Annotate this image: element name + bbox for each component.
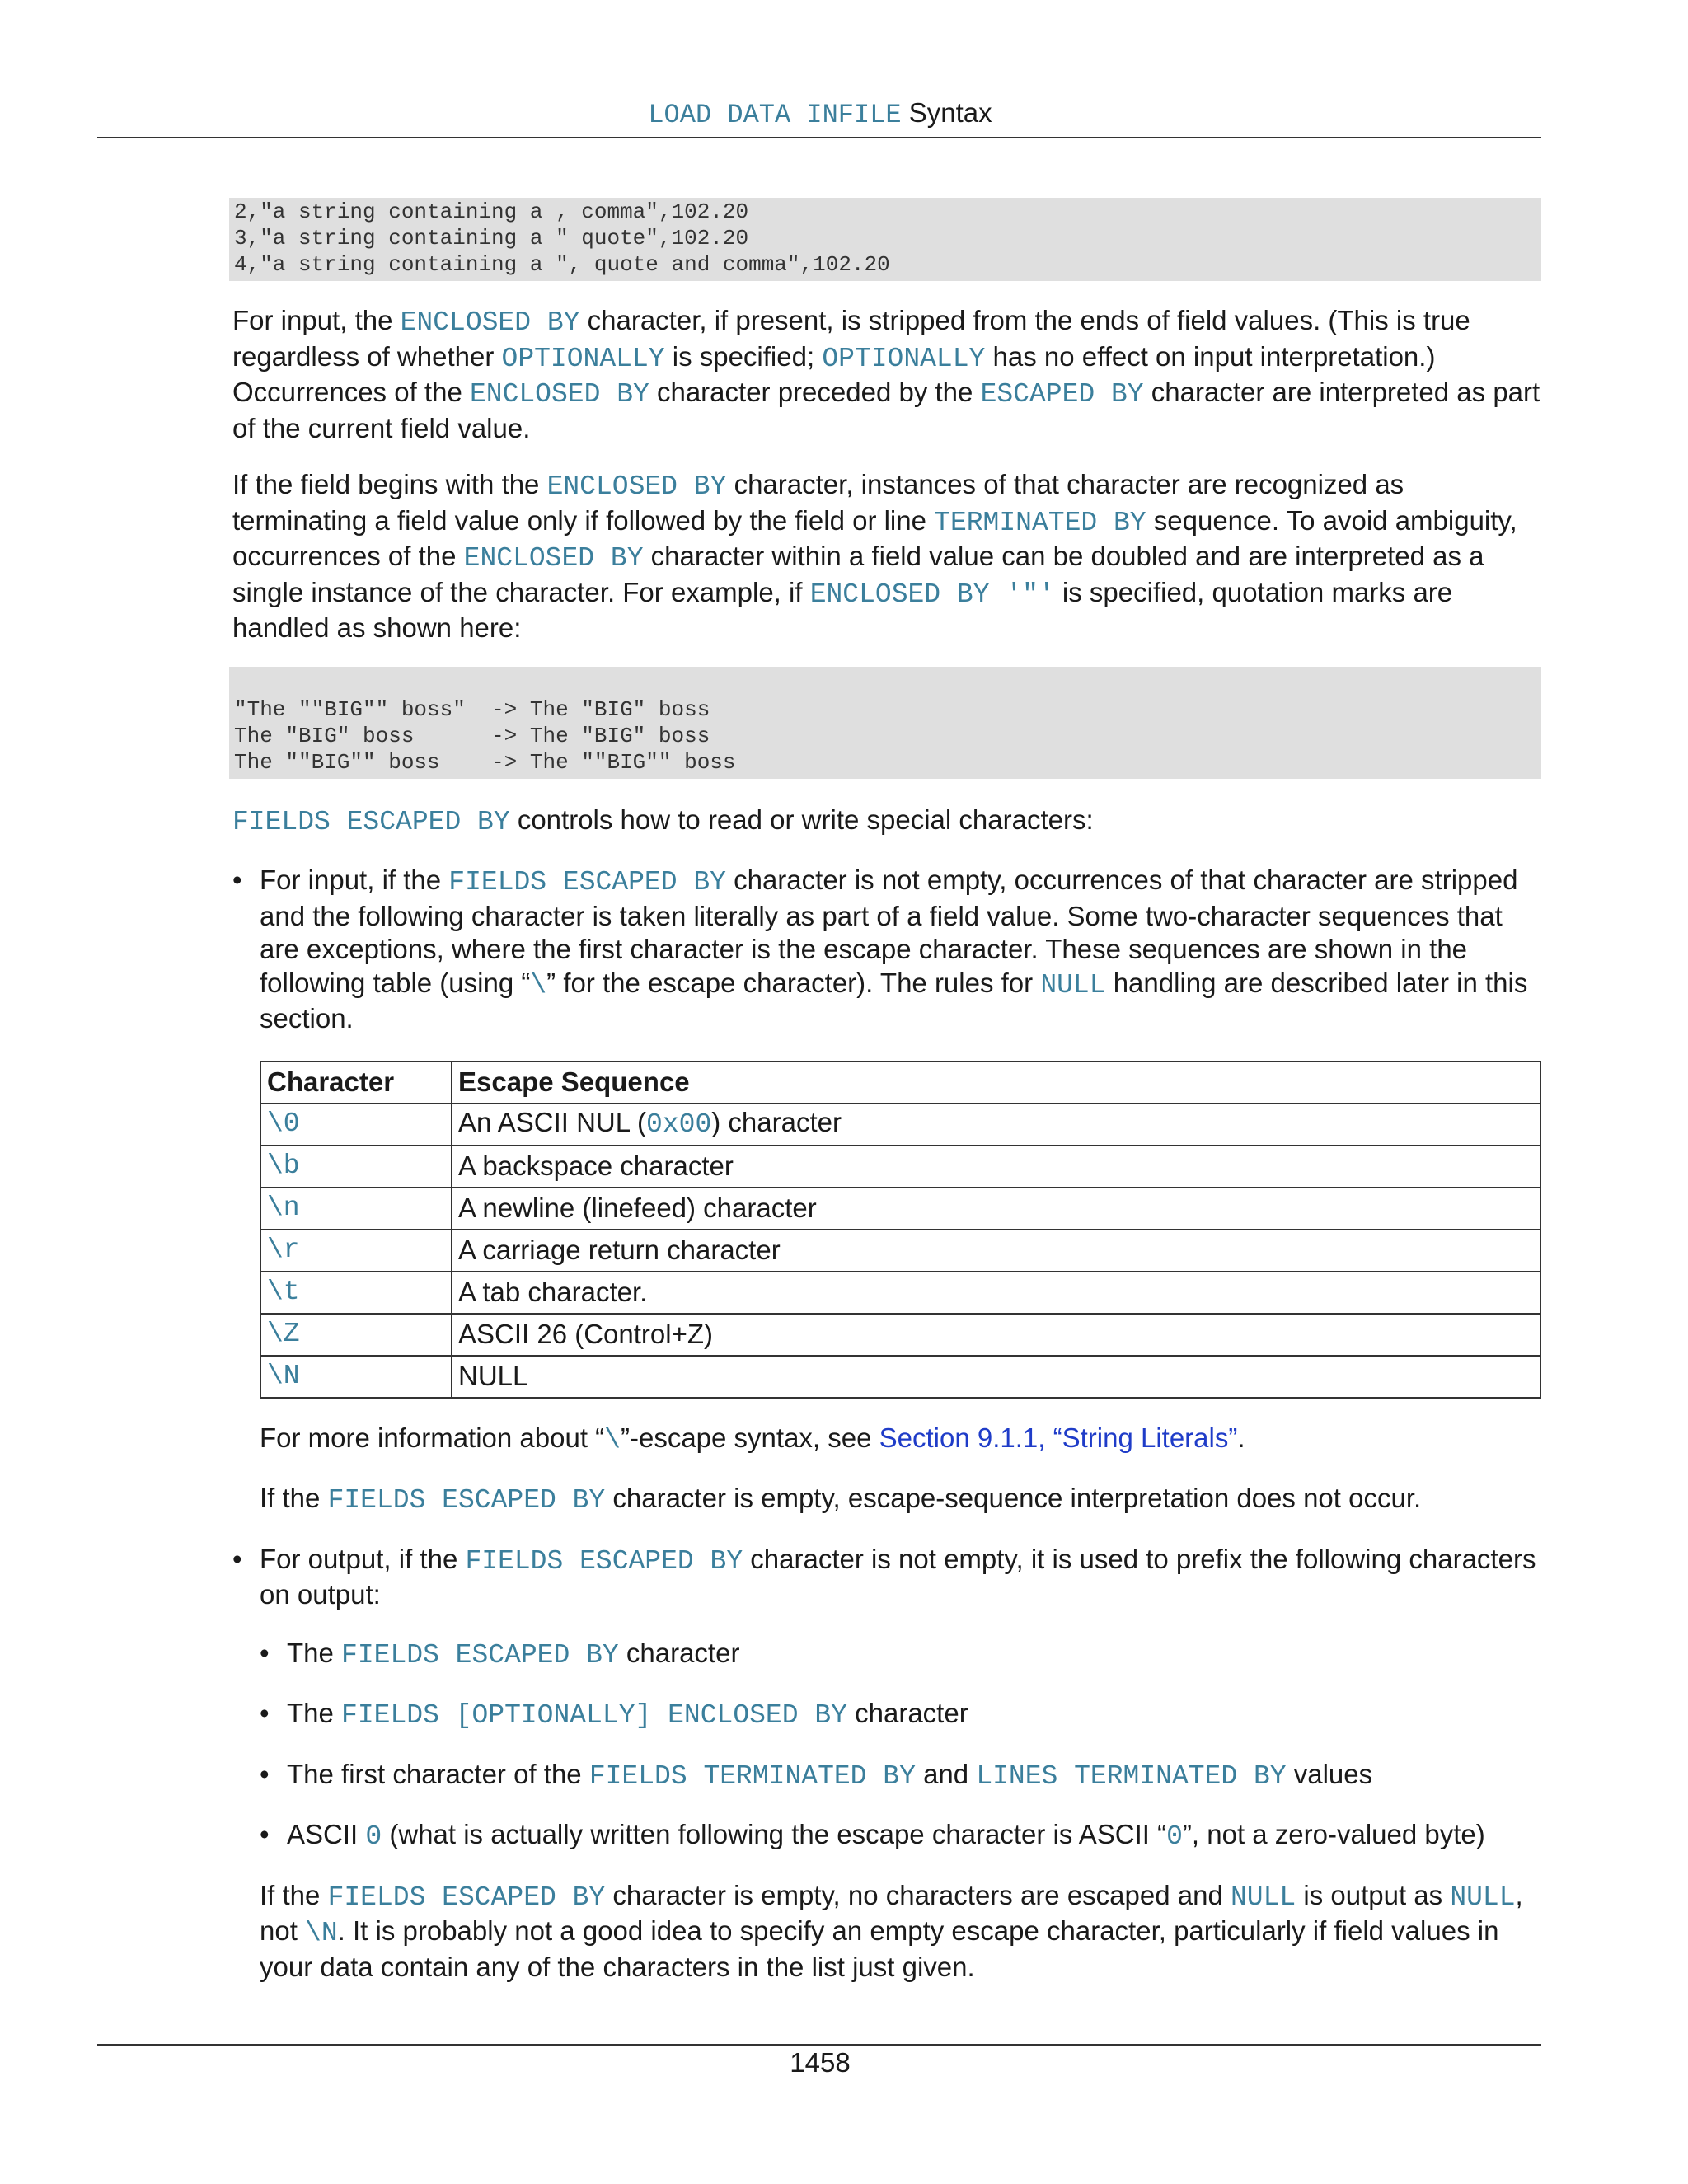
cell-character: \n — [260, 1188, 452, 1230]
string-literals-link[interactable]: Section 9.1.1, “String Literals” — [879, 1422, 1238, 1453]
header-rule — [97, 137, 1541, 138]
paragraph-field-begins: If the field begins with the ENCLOSED BY character, instances of that character are recognized as terminating a field value only if followed by the field or line TERMINATED BY sequence. To avoid ambiguity, occurrences of the ENCLOSED BY character within a field value can be doubled and are interpreted as a single instance of the character. For example, if ENCLOSED BY '"' is specified, quotation marks are handled as shown here: — [232, 469, 1517, 643]
list-item: • The FIELDS [OPTIONALLY] ENCLOSED BY character — [260, 1697, 1541, 1733]
paragraph-more-info: For more information about “\”-escape syntax, see Section 9.1.1, “String Literals”. — [260, 1422, 1245, 1455]
cell-description: A carriage return character — [452, 1230, 1540, 1272]
page-header — [0, 97, 1640, 130]
page-number: 1458 — [790, 2047, 851, 2078]
header-text: Syntax — [901, 97, 992, 128]
cell-description: A newline (linefeed) character — [452, 1188, 1540, 1230]
cell-character: \0 — [260, 1104, 452, 1146]
cell-character: \t — [260, 1272, 452, 1314]
cell-character: \N — [260, 1356, 452, 1398]
footer-rule — [97, 2044, 1541, 2046]
table-row — [260, 1104, 1540, 1146]
bullet-input: • For input, if the FIELDS ESCAPED BY character is not empty, occurrences of that character are stripped and the following character is taken literally as part of a field value. Some two-character sequences that are exceptions, where the first character is the escape character. These sequences are shown in the following table (using “\” for the escape character). The rules for NULL handling are described later in this section. — [232, 864, 1541, 1036]
cell-character: \r — [260, 1230, 452, 1272]
table-row — [260, 1146, 1540, 1188]
bullet-output: • For output, if the FIELDS ESCAPED BY character is not empty, it is used to prefix the following characters on output: — [232, 1543, 1541, 1612]
header-code: LOAD DATA INFILE — [648, 100, 902, 130]
cell-description: A backspace character — [452, 1146, 1540, 1188]
cell-character: \b — [260, 1146, 452, 1188]
code-block-quotes: "The ""BIG"" boss" -> The "BIG" boss The "BIG" boss -> The "BIG" boss The ""BIG"" boss -> The ""BIG"" boss — [229, 667, 1541, 779]
cell-description: ASCII 26 (Control+Z) — [452, 1314, 1540, 1356]
column-header-escape-sequence: Escape Sequence — [452, 1062, 1540, 1104]
cell-description: NULL — [452, 1356, 1540, 1398]
code-block-csv: 2,"a string containing a , comma",102.20 3,"a string containing a " quote",102.20 4,"a string containing a ", quote and comma",102.20 — [229, 198, 1541, 281]
list-item: • The FIELDS ESCAPED BY character — [260, 1637, 1541, 1673]
table-row — [260, 1272, 1540, 1314]
list-item: • ASCII 0 (what is actually written following the escape character is ASCII “0”, not a zero-valued byte) — [260, 1818, 1541, 1854]
table-row — [260, 1314, 1540, 1356]
cell-description: An ASCII NUL (0x00) character — [452, 1104, 1540, 1146]
table-row — [260, 1230, 1540, 1272]
escape-sequence-table — [260, 1061, 1541, 1399]
paragraph-empty-escape-output: If the FIELDS ESCAPED BY character is empty, no characters are escaped and NULL is output as NULL, not \N. It is probably not a good idea to specify an empty escape character, particularly if field values in your data contain any of the characters in the list just given. — [260, 1879, 1523, 1982]
column-header-character: Character — [260, 1062, 452, 1104]
paragraph-empty-escape: If the FIELDS ESCAPED BY character is empty, escape-sequence interpretation does not occur. — [260, 1483, 1422, 1516]
page-content — [232, 198, 1541, 1984]
table-header-row — [260, 1062, 1540, 1104]
cell-description: A tab character. — [452, 1272, 1540, 1314]
paragraph-escaped-by: FIELDS ESCAPED BY controls how to read or write special characters: — [232, 804, 1094, 837]
paragraph-enclosed-input: For input, the ENCLOSED BY character, if present, is stripped from the ends of field values. (This is true regardless of whether OPTIONALLY is specified; OPTIONALLY has no effect on input interpretation.) Occurrences of the ENCLOSED BY character preceded by the ESCAPED BY character are interpreted as part of the current field value. — [232, 305, 1540, 443]
table-row — [260, 1356, 1540, 1398]
list-item: • The first character of the FIELDS TERMINATED BY and LINES TERMINATED BY values — [260, 1758, 1541, 1794]
table-row — [260, 1188, 1540, 1230]
cell-character: \Z — [260, 1314, 452, 1356]
